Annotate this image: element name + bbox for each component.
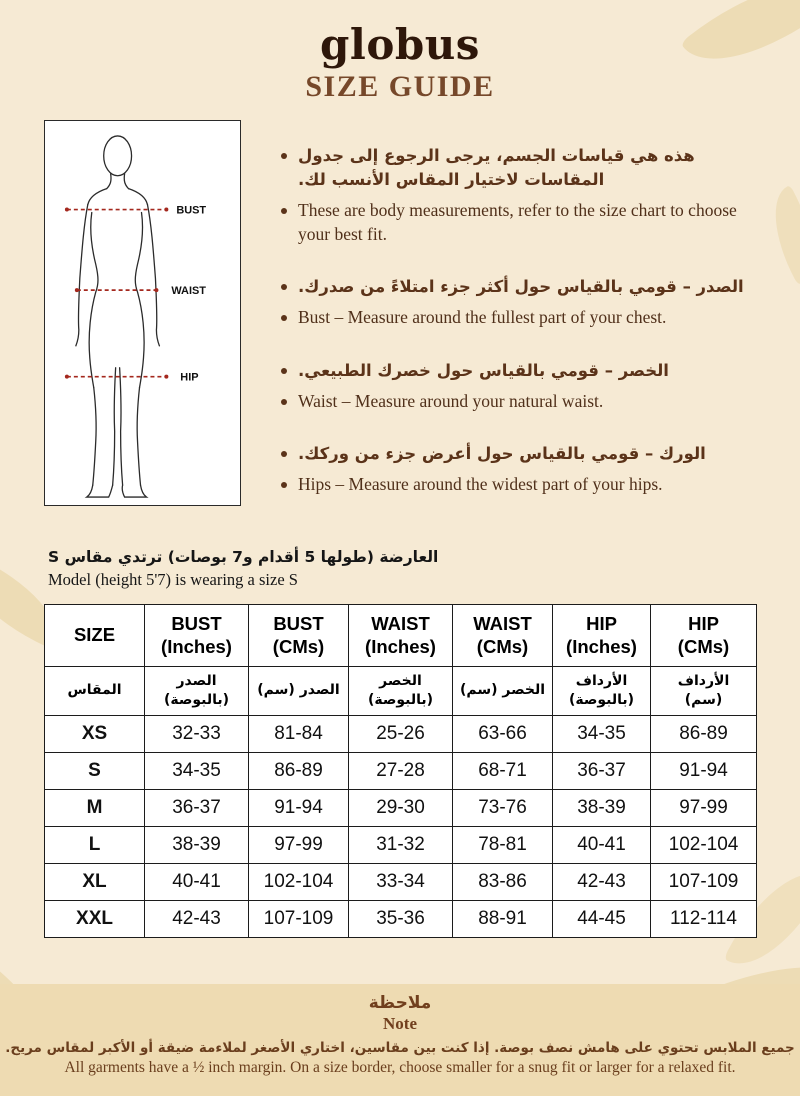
value-cell: 34-35	[553, 715, 651, 752]
value-cell: 83-86	[453, 863, 553, 900]
note-title-arabic: ملاحظة	[368, 993, 432, 1013]
instruction-item-arabic	[281, 275, 756, 299]
column-header-top: SIZE	[73, 624, 116, 646]
waist-label: WAIST	[171, 285, 206, 298]
instruction-group	[281, 275, 756, 330]
column-header-top: HIP	[586, 613, 617, 635]
value-cell: 102-104	[651, 826, 757, 863]
value-cell: 40-41	[145, 863, 249, 900]
note-title-english: Note	[383, 1014, 417, 1033]
value-cell: 97-99	[249, 826, 349, 863]
instruction-item-english	[281, 199, 756, 246]
size-chart-table	[44, 604, 757, 937]
value-cell: 78-81	[453, 826, 553, 863]
table-row	[45, 826, 757, 863]
instruction-text-arabic: الخصر – قومي بالقياس حول خصرك الطبيعي.	[298, 360, 669, 380]
model-note	[48, 546, 800, 590]
value-cell: 40-41	[553, 826, 651, 863]
value-cell: 91-94	[249, 789, 349, 826]
column-header-arabic: الأرداف (بالبوصة)	[553, 666, 651, 715]
table-row	[45, 900, 757, 937]
instruction-group	[281, 359, 756, 414]
column-header-arabic: الأرداف (سم)	[651, 666, 757, 715]
value-cell: 25-26	[349, 715, 453, 752]
bullet-dot	[281, 315, 287, 321]
instruction-item-arabic	[281, 144, 756, 192]
instruction-text-arabic: الصدر – قومي بالقياس حول أكثر جزء امتلاءً من صدرك.	[298, 277, 744, 297]
instructions-list	[241, 120, 756, 526]
value-cell: 63-66	[453, 715, 553, 752]
value-cell: 68-71	[453, 752, 553, 789]
column-header	[249, 605, 349, 666]
size-cell: L	[45, 826, 145, 863]
column-header-arabic: المقاس	[45, 666, 145, 715]
value-cell: 29-30	[349, 789, 453, 826]
value-cell: 86-89	[249, 752, 349, 789]
value-cell: 27-28	[349, 752, 453, 789]
value-cell: 33-34	[349, 863, 453, 900]
instruction-item-english	[281, 473, 756, 497]
main-row	[0, 120, 800, 526]
bullet-dot	[281, 208, 287, 214]
body-measurement-diagram	[44, 120, 241, 506]
table-row	[45, 789, 757, 826]
column-header-top: BUST	[273, 613, 324, 635]
bullet-dot	[281, 399, 287, 405]
instruction-text-english: Hips – Measure around the widest part of your hips.	[298, 474, 663, 495]
column-header-top: BUST	[171, 613, 222, 635]
size-cell: XS	[45, 715, 145, 752]
table-header-row-arabic	[45, 666, 757, 715]
bullet-dot	[281, 482, 287, 488]
model-note-arabic: العارضة (طولها 5 أقدام و7 بوصات) ترتدي مقاس S	[48, 547, 439, 566]
note-section	[0, 984, 800, 1096]
instruction-text-arabic: الورك – قومي بالقياس حول أعرض جزء من وركك.	[298, 444, 706, 464]
column-header-sub: (CMs)	[476, 635, 529, 657]
bullet-dot	[281, 451, 287, 457]
column-header-arabic: الصدر (بالبوصة)	[145, 666, 249, 715]
column-header-arabic: الصدر (سم)	[249, 666, 349, 715]
column-header-sub: (Inches)	[161, 635, 232, 657]
bullet-dot	[281, 284, 287, 290]
size-cell: M	[45, 789, 145, 826]
column-header-arabic: الخصر (سم)	[453, 666, 553, 715]
value-cell: 86-89	[651, 715, 757, 752]
value-cell: 97-99	[651, 789, 757, 826]
instruction-item-arabic	[281, 442, 756, 466]
column-header-arabic: الخصر (بالبوصة)	[349, 666, 453, 715]
value-cell: 36-37	[553, 752, 651, 789]
page-title: SIZE GUIDE	[305, 70, 495, 104]
instruction-item-english	[281, 306, 756, 330]
table-row	[45, 752, 757, 789]
instruction-text-english: Bust – Measure around the fullest part of your chest.	[298, 307, 667, 328]
value-cell: 31-32	[349, 826, 453, 863]
column-header-top: WAIST	[371, 613, 430, 635]
value-cell: 81-84	[249, 715, 349, 752]
value-cell: 44-45	[553, 900, 651, 937]
column-header-top: HIP	[688, 613, 719, 635]
bust-label: BUST	[176, 204, 207, 217]
instruction-item-arabic	[281, 359, 756, 383]
value-cell: 32-33	[145, 715, 249, 752]
column-header-sub: (CMs)	[272, 635, 325, 657]
instruction-group	[281, 442, 756, 497]
size-cell: S	[45, 752, 145, 789]
table-header-row-english	[45, 605, 757, 666]
measurement-lines	[65, 208, 168, 379]
value-cell: 112-114	[651, 900, 757, 937]
column-header-sub: (CMs)	[677, 635, 730, 657]
value-cell: 107-109	[249, 900, 349, 937]
column-header-sub: (Inches)	[566, 635, 637, 657]
value-cell: 107-109	[651, 863, 757, 900]
model-note-english: Model (height 5'7) is wearing a size S	[48, 570, 298, 590]
column-header	[45, 605, 145, 666]
bullet-dot	[281, 153, 287, 159]
column-header	[553, 605, 651, 666]
value-cell: 42-43	[145, 900, 249, 937]
column-header	[145, 605, 249, 666]
column-header	[651, 605, 757, 666]
figure-outline	[76, 136, 160, 497]
instruction-text-arabic: هذه هي قياسات الجسم، يرجى الرجوع إلى جدول المقاسات لاختيار المقاس الأنسب لك.	[298, 146, 695, 190]
value-cell: 36-37	[145, 789, 249, 826]
hip-label: HIP	[180, 371, 199, 384]
size-cell: XL	[45, 863, 145, 900]
value-cell: 102-104	[249, 863, 349, 900]
bullet-dot	[281, 368, 287, 374]
value-cell: 35-36	[349, 900, 453, 937]
note-body-english: All garments have a ½ inch margin. On a size border, choose smaller for a snug fit or larger for a relaxed fit.	[64, 1059, 736, 1076]
value-cell: 73-76	[453, 789, 553, 826]
note-body-arabic: جميع الملابس تحتوي على هامش نصف بوصة. إذا كنت بين مقاسين، اختاري الأصغر لملاءمة ضيقة أو الأكبر لمقاس مريح.	[5, 1040, 795, 1056]
column-header-sub: (Inches)	[365, 635, 436, 657]
table-row	[45, 715, 757, 752]
table-row	[45, 863, 757, 900]
instruction-group	[281, 144, 756, 246]
value-cell: 91-94	[651, 752, 757, 789]
instruction-text-english: These are body measurements, refer to the size chart to choose your best fit.	[298, 200, 737, 244]
value-cell: 34-35	[145, 752, 249, 789]
brand-logo: globus	[320, 20, 480, 69]
header	[0, 0, 800, 104]
column-header-top: WAIST	[473, 613, 532, 635]
column-header	[349, 605, 453, 666]
size-cell: XXL	[45, 900, 145, 937]
column-header	[453, 605, 553, 666]
value-cell: 38-39	[145, 826, 249, 863]
instruction-item-english	[281, 390, 756, 414]
value-cell: 38-39	[553, 789, 651, 826]
value-cell: 42-43	[553, 863, 651, 900]
instruction-text-english: Waist – Measure around your natural waist.	[298, 390, 604, 411]
value-cell: 88-91	[453, 900, 553, 937]
